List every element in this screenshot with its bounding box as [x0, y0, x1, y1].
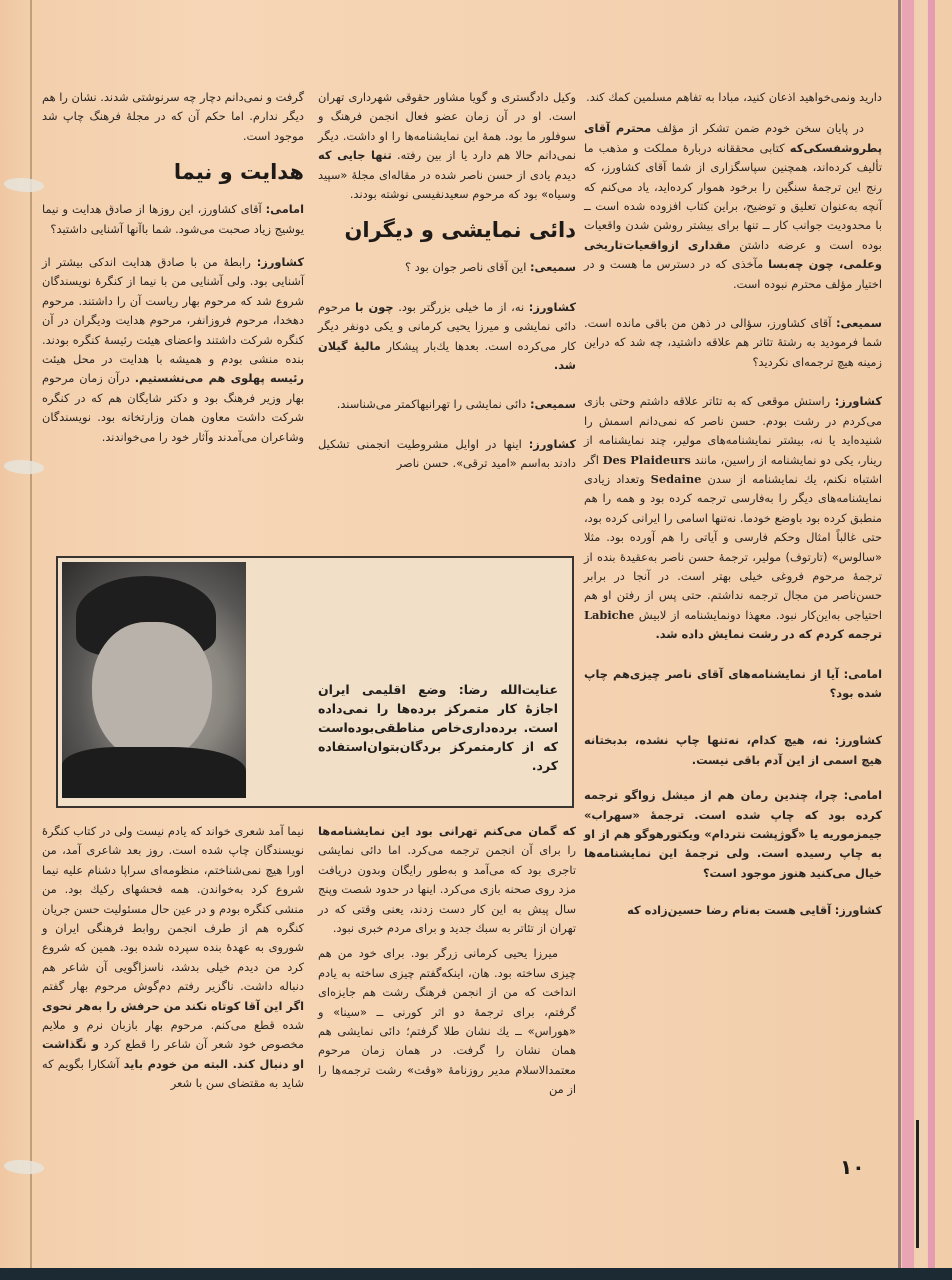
- speaker-label: کشاورز:: [834, 733, 883, 748]
- paragraph: دارید ونمی‌خواهید اذعان کنید، مبادا به تفاهم مسلمین کمك کند.: [586, 90, 882, 104]
- question: سمیعی: دائی نمایشی را تهرانیهاکمتر می‌شناسند.: [336, 397, 576, 412]
- binding-tear: [4, 178, 44, 192]
- speaker-label: سمیعی:: [530, 260, 576, 275]
- page-number: ۱۰: [840, 1155, 865, 1179]
- speaker-label: کشاورز:: [528, 436, 576, 451]
- speaker-label: سمیعی:: [836, 316, 882, 331]
- speaker-label: امامی:: [843, 666, 882, 681]
- question: سمیعی: آقای کشاورز، سؤالی در ذهن من باقی مانده است. شما فرمودید به رشتهٔ تئاتر هم علاقه داشتید، چه شد که دراین زمینه هیچ ترجمه‌ای نکردید؟: [584, 316, 882, 369]
- speaker-label: کشاورز:: [256, 255, 304, 270]
- photo-caption-box: [56, 556, 574, 808]
- middle-column-top: [318, 88, 576, 486]
- portrait-photo: [62, 562, 246, 798]
- speaker-label: سمیعی:: [530, 397, 576, 412]
- binding-tear: [4, 460, 44, 474]
- paragraph: وکیل دادگستری و گویا مشاور حقوقی شهرداری تهران است. او در آن زمان عضو فعال انجمن فرهنگ و سوفلور ما بود. همهٔ این نمایشنامه‌ها را او داشت. دیگر نمی‌دانم حالا هم دارد یا از بین رفته. تنها جایی که دیدم یادی از حسن ناصر شده در مقاله‌ای مجلهٔ «سپید وسیاه» بود که مرحوم سعیدنفیسی نوشته بودند.: [318, 90, 576, 202]
- answer: کشاورز: راستش موقعی که به تئاتر علاقه داشتم وحتی بازی می‌کردم در رشت بودم. حسن ناصر که نمی‌دانم اسمش را شنیده‌اید یا نه، بیشتر نمایشنامه‌های مولیر، چند نمایشنامه از رینار، یکی دو نمایشنامه از راسین، مانند Des Plaideurs اگر اشتباه نکنم، یك نمایشنامه از سدن Sedaine وتعداد زیادی نمایشنامه‌های دیگر را به‌فارسی ترجمه کرده بود و همه را هم منطبق کرده بود باوضع خودما. نه‌تنها اسامی را ایرانی کرده بود، حتی غالباً امثال وحکم فارسی و آیاتی را هم آورده بود. مثلا «سالوس» (تارتوف) مولیر، ترجمهٔ حسن ناصر به‌عقیدهٔ بنده از ترجمهٔ مرحوم فروغی خیلی بهتر است. در آنجا در برابر حسن‌ناصر من مجال ترجمه نداشتم. حتی پس از رفتن او هم احتیاجی به‌این‌کار نبود. معهذا دونمایشنامه از لابیش Labiche ترجمه کردم که در رشت نمایش داده شد.: [583, 394, 883, 642]
- paragraph: گرفت و نمی‌دانم دچار چه سرنوشتی شدند. نشان را هم دیگر ندارم. اما حکم آن که در مجلهٔ فرهنگ چاپ شد موجود است.: [42, 90, 304, 143]
- right-column: [584, 88, 882, 933]
- speaker-label: کشاورز:: [834, 903, 882, 918]
- column-rule: [916, 1120, 919, 1248]
- photo-caption: عنایت‌الله رضا: وضع اقلیمی ایران اجازهٔ کار متمرکز برده‌ها را نمی‌داده است. برده‌داری‌خاص مناطقی‌بوده‌است که از کارمتمرکز بردگان‌بتوان‌استفاده کرد.: [318, 682, 558, 773]
- speaker-label: کشاورز:: [528, 299, 577, 314]
- left-column-top: [42, 88, 304, 459]
- question: امامی: چرا، چندین رمان هم از میشل زواگو ترجمه کرده بود که چاپ شده است. ترجمهٔ «سهراب» جیمزموریه یا «گوژپشت نتردام» ویکتورهوگو هم از او به چاپ رسیده است. ولی ترجمهٔ این نمایشنامه‌ها خیال می‌کنید هنوز موجود است؟: [584, 788, 882, 880]
- answer: کشاورز: آقایی هست به‌نام رضا حسین‌زاده که: [627, 903, 882, 918]
- binding-tear: [4, 1160, 44, 1174]
- answer: کشاورز: نه، هیچ کدام، نه‌تنها چاپ نشده، بدبختانه هیچ اسمی از این آدم باقی نیست.: [584, 733, 883, 767]
- paragraph: در پایان سخن خودم ضمن تشکر از مؤلف محترم آقای پطروشفسکی‌که کتابی محققانه دربارهٔ مملکت و مذهب ما تألیف کرده‌اند، همچنین سپاسگزاری از شما آقای کشاورز، که رنج این ترجمهٔ سنگین را برخود هموار کرده‌اید، یاد می‌کنم که آنچه به‌عنوان تعلیق و توضیح، براین کتاب افزوده شده است ــ با محدودیت جوانب کار ــ تنها برای بیشتر روشن شدن واقعیات بوده است و عرضه داشتن مقداری ازواقعیات‌تاریخی وعلمی، چون چه‌بسا مآخذی که در دسترس ما هست و در اختیار مؤلف محترم نبوده است.: [584, 121, 883, 291]
- speaker-label: امامی:: [265, 202, 304, 217]
- middle-column-bottom: [318, 822, 576, 1112]
- paragraph: که گمان می‌کنم تهرانی بود این نمایشنامه‌ها را برای آن انجمن ترجمه می‌کرد. اما دائی نمایشی تاجری بود که می‌آمد و به‌طور رایگان وبدون دریافت مزد روی صحنه بازی می‌کرد. اینها در حدود شصت وپنج سال پیش به این کار دست زدند، یعنی وقتی که در تهران از تئاتر به سبك جدید و برای مردم خبری نبود.: [318, 824, 576, 936]
- answer: کشاورز: نه، از ما خیلی بزرگتر بود. چون با مرحوم دائی نمایشی و میرزا یحیی کرمانی و یکی دونفر دیگر کار می‌کرده است. بعدها یك‌بار پیشکار مالیهٔ گیلان شد.: [318, 299, 577, 373]
- speaker-label: کشاورز:: [834, 394, 882, 409]
- paragraph: نیما آمد شعری خواند که یادم نیست ولی در کتاب کنگرهٔ نویسندگان چاپ شده است. روز بعد شاعری آمد، من اورا هیچ نمی‌شناختم، منظومه‌ای سراپا دشنام علیه نیما شروع کرد به‌خواندن. همه فحشهای رکیك بود. من منشی کنگره بودم و در عین حال مسئولیت حسن جریان کنگره هم از طرف انجمن روابط فرهنگی ایران و شوروی به عهدهٔ بنده سپرده شده بود. همین که شروع کرد من دیدم خیلی بدشد، ناسزاگویی آن شاعر هم دنباله داشت. ناگزیر رفتم دم‌گوش مرحوم بهار گفتم اگر این آقا کوتاه نکند من حرفش را به‌هر نحوی شده قطع می‌کنم. مرحوم بهار بازبان نرم و ملایم مخصوص خود شعر آن شاعر را قطع کرد و نگذاشت او دنبال کند. البته من خودم باید آشکارا بگویم که شاید به مقتضای سن با شعر: [41, 824, 305, 1091]
- question: امامی: آقای کشاورز، این روزها از صادق هدایت و نیما یوشیج زیاد صحبت می‌شود. شما باآنها آشنایی داشتید؟: [42, 202, 304, 236]
- left-column-bottom: [42, 822, 304, 1106]
- speaker-label: امامی:: [843, 788, 882, 803]
- answer: کشاورز: رابطهٔ من با صادق هدایت اندکی بیشتر از آشنایی بود. ولی آشنایی من با نیما از کنگرهٔ نویسندگان شروع شد که مرحوم بهار ریاست آن را داشتند. مرحوم دهخدا، مرحوم فروزانفر، مرحوم هدایت ودیگران در آن کنگره شرکت داشتند واعضای هیئت رئیسهٔ کنگره بودند. بنده منشی بودم و همیشه با هدایت در محل هیئت رئیسه پهلوی هم می‌نشستیم. درآن زمان مرحوم بهار وزیر فرهنگ بود و دکتر شایگان هم که در کنگره شرکت داشت معاون همان وزارتخانه بود. نویسندگان وشاعران می‌آمدند وآثار خود را می‌خواندند.: [42, 255, 304, 444]
- paragraph: میرزا یحیی کرمانی زرگر بود. برای خود من هم چیزی ساخته بود. هان، اینکه‌گفتم چیزی ساخته به یادم انداخت که من از انجمن فرهنگ رشت هم جایزه‌ای گرفتم، برای ترجمهٔ دو اثر کورنی ــ «سینا» و «هوراس» ــ یك نشان طلا گرفتم؛ دائی نمایشی هم همان نشان را گرفت. در همان زمان مرحوم معتمدالاسلام مدیر روزنامهٔ «وقت» رشت ترجمه‌ها را از من: [318, 946, 576, 1097]
- question: سمیعی: این آقای ناصر جوان بود ؟: [405, 260, 576, 275]
- question: امامی: آیا از نمایشنامه‌های آقای ناصر چیزی‌هم چاپ شده بود؟: [584, 666, 882, 700]
- section-heading: هدایت و نیما: [173, 160, 304, 185]
- page-edge-stripes: [880, 0, 952, 1268]
- section-heading: دائی نمایشی و دیگران: [344, 218, 576, 243]
- answer: کشاورز: اینها در اوایل مشروطیت انجمنی تشکیل دادند به‌اسم «امید ترقی». حسن ناصر: [318, 436, 576, 471]
